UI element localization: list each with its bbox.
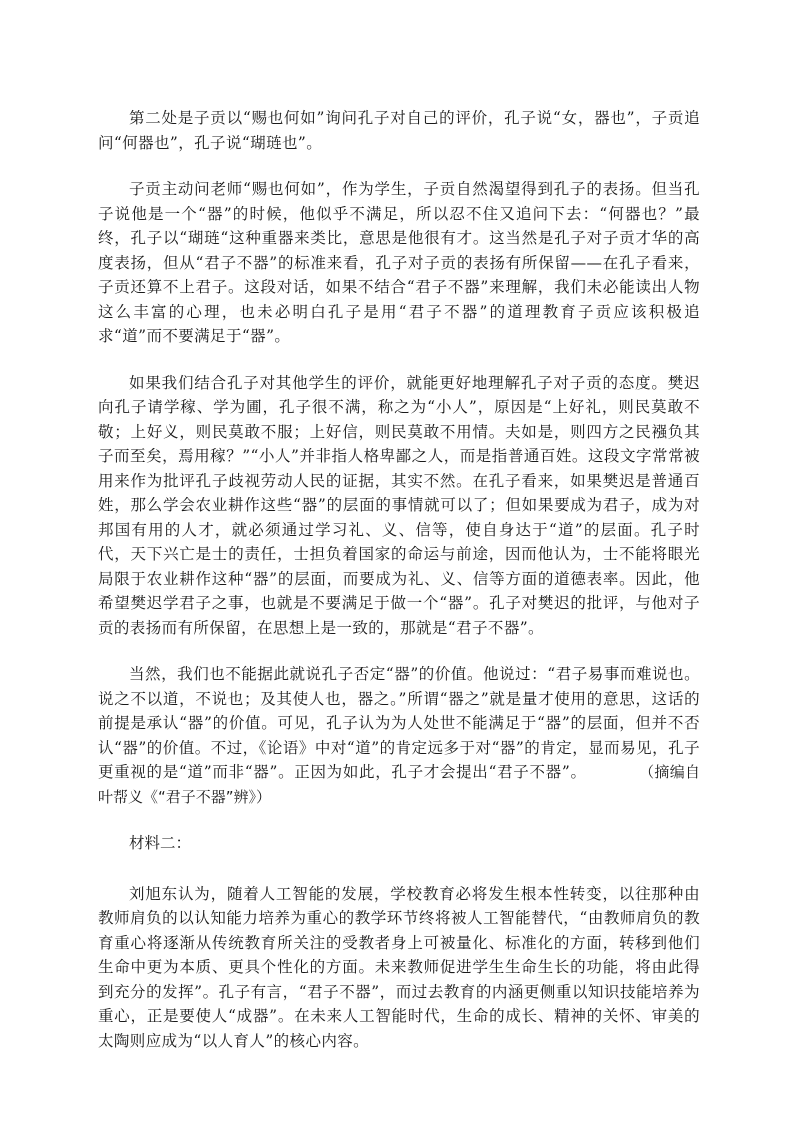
paragraph-1: 第二处是子贡以“赐也何如”询问孔子对自己的评价，孔子说“女，器也”，子贡追问“何器也”，孔子说“瑚琏也”。 (98, 109, 700, 152)
paragraph-3: 如果我们结合孔子对其他学生的评价，就能更好地理解孔子对子贡的态度。樊迟向孔子请学稼、学为圃，孔子很不满，称之为“小人”，原因是“上好礼，则民莫敢不敬；上好义，则民莫敢不服；上好信，则民莫敢不用情。夫如是，则四方之民襁负其子而至矣，焉用稼？”“小人”并非指人格卑鄙之人，而是指普通百姓。这段文字常常被用来作为批评孔子歧视劳动人民的证据，其实不然。在孔子看来，如果樊迟是普通百姓，那么学会农业耕作这些“器”的层面的事情就可以了；但如果要成为君子，成为对邦国有用的人才，就必须通过学习礼、义、信等，使自身达于“道”的层面。孔子时代，天下兴亡是士的责任，士担负着国家的命运与前途，因而他认为，士不能将眼光局限于农业耕作这种“器”的层面，而要成为礼、义、信等方面的道德表率。因此，他希望樊迟学君子之事，也就是不要满足于做一个“器”。孔子对樊迟的批评，与他对子贡的表扬而有所保留，在思想上是一致的，那就是“君子不器”。 (98, 373, 700, 637)
document-page (98, 106, 700, 1053)
paragraph-4-text: 当然，我们也不能据此就说孔子否定“器”的价值。他说过：“君子易事而难说也。说之不以道，不说也；及其使人也，器之。”所谓“器之”就是量才使用的意思，这话的前提是承认“器”的价值。可见，孔子认为为人处世不能满足于“器”的层面，但并不否认“器”的价值。不过，《论语》中对“道”的肯定远多于对“器”的肯定，显而易见，孔子更重视的是“道”而非“器”。正因为如此，孔子才会提出“君子不器”。 (98, 665, 700, 781)
source-citation: （摘编自叶帮义《“君子不器”辨》） (98, 763, 700, 806)
paragraph-5: 刘旭东认为，随着人工智能的发展，学校教育必将发生根本性转变，以往那种由教师肩负的以认知能力培养为重心的教学环节终将被人工智能替代，“由教师肩负的教育重心将逐渐从传统教育所关注的受教者身上可被量化、标准化的方面，转移到他们生命中更为本质、更具个性化的方面。未来教师促进学生生命生长的功能，将由此得到充分的发挥”。孔子有言，“君子不器”，而过去教育的内涵更侧重以知识技能培养为重心，正是要使人“成器”。在未来人工智能时代，生命的成长、精神的关怀、审美的太陶则应成为“以人育人”的核心内容。 (98, 884, 700, 1050)
material-two-heading: 材料二： (129, 834, 192, 852)
paragraph-4 (98, 662, 700, 809)
paragraph-2: 子贡主动问老师“赐也何如”，作为学生，子贡自然渴望得到孔子的表扬。但当孔子说他是一个“器”的时候，他似乎不满足，所以忍不住又追问下去：“何器也？”最终，孔子以“瑚琏“这种重器来类比，意思是他很有才。这当然是孔子对子贡才华的高度表扬，但从“君子不器”的标准来看，孔子对子贡的表扬有所保留——在孔子看来，子贡还算不上君子。这段对话，如果不结合“君子不器”来理解，我们未必能读出人物这么丰富的心理，也未必明白孔子是用“君子不器”的道理教育子贡应该积极追求“道”而不要满足于“器”。 (98, 180, 700, 345)
